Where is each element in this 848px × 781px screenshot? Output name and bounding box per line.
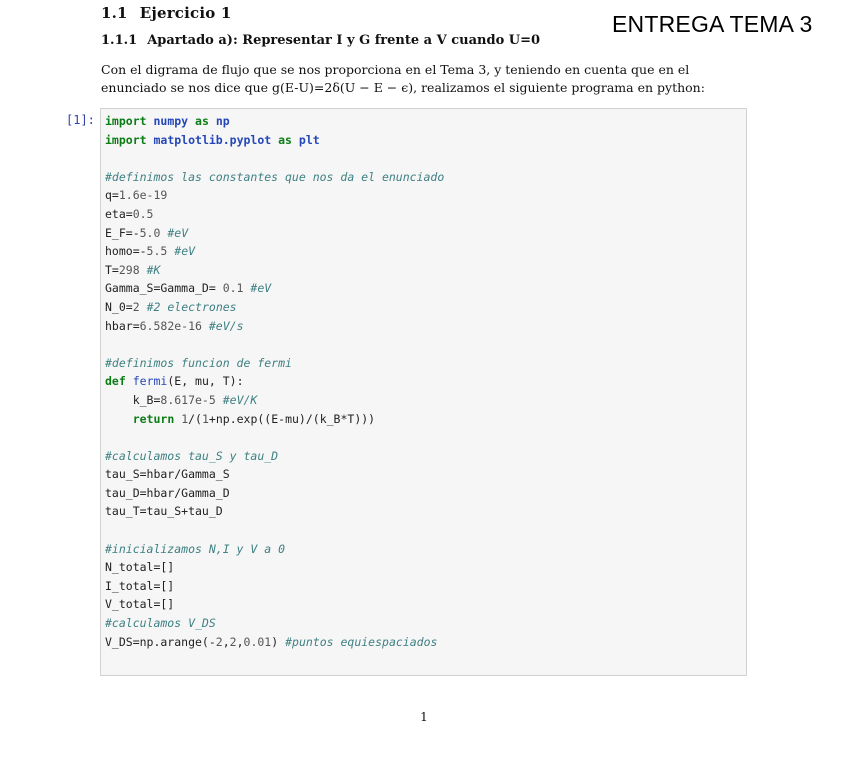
section-heading	[101, 4, 232, 22]
code-token: matplotlib.pyplot	[153, 132, 272, 147]
code-token: #puntos equiespaciados	[285, 634, 438, 649]
code-line	[105, 372, 444, 391]
section-title: Ejercicio 1	[139, 4, 232, 22]
code-token: #calculamos V_DS	[105, 616, 216, 631]
code-token: 5.5	[146, 244, 168, 259]
code-token: return	[132, 411, 175, 426]
code-token: fermi	[132, 374, 168, 389]
intro-paragraph	[101, 61, 749, 97]
page-number: 1	[420, 710, 428, 724]
code-line	[105, 558, 444, 577]
code-line	[105, 595, 444, 614]
code-token	[140, 300, 147, 314]
code-line	[105, 540, 444, 559]
code-token: #2 electrones	[146, 299, 237, 314]
code-token: +np.exp((E-mu)/(k_B*T)))	[208, 411, 376, 426]
section-number: 1.1	[101, 4, 128, 22]
code-line	[105, 465, 444, 484]
code-line	[105, 224, 444, 243]
code-token: 2	[215, 634, 223, 649]
code-line	[105, 298, 444, 317]
code-line	[105, 149, 444, 168]
code-token: E_F=-	[105, 225, 140, 240]
code-token: )	[271, 634, 286, 649]
subsection-number: 1.1.1	[101, 33, 138, 48]
code-token: hbar=	[105, 318, 140, 333]
code-token	[292, 133, 299, 147]
code-line	[105, 186, 444, 205]
code-token: I_total=[]	[105, 578, 175, 593]
code-token: ,	[236, 634, 244, 649]
paragraph-line: enunciado se nos dice que g(E-U)=2δ(U − E − ϵ), realizamos el siguiente programa en python:	[101, 80, 705, 95]
code-token	[126, 374, 133, 388]
code-token: 1.6e-19	[118, 188, 168, 203]
code-line	[105, 131, 444, 150]
code-token: #definimos funcion de fermi	[105, 355, 292, 370]
code-line	[105, 614, 444, 633]
code-token: #eV/s	[208, 318, 244, 333]
code-token: V_DS=np.arange(-	[105, 634, 216, 649]
code-token: def	[105, 374, 126, 389]
subsection-title: Apartado a): Representar I y G frente a V cuando U=0	[147, 33, 541, 48]
code-token: tau_D=hbar/Gamma_D	[105, 485, 230, 500]
code-token: k_B=	[105, 392, 161, 407]
code-token: Gamma_S=Gamma_D=	[105, 281, 223, 296]
code-block	[105, 112, 444, 651]
stamp-title: ENTREGA TEMA 3	[612, 11, 813, 37]
code-token: #K	[146, 262, 161, 277]
code-line	[105, 447, 444, 466]
code-token: /(	[188, 411, 202, 426]
code-line	[105, 502, 444, 521]
code-line	[105, 428, 444, 447]
code-token: import	[105, 132, 147, 147]
code-token	[202, 319, 209, 333]
code-token: #definimos las constantes que nos da el enunciado	[105, 169, 445, 184]
code-line	[105, 112, 444, 131]
code-token	[216, 393, 223, 407]
code-line	[105, 484, 444, 503]
code-line	[105, 410, 444, 429]
code-token: 2	[229, 634, 237, 649]
code-token: as	[195, 114, 209, 128]
code-line	[105, 279, 444, 298]
code-token: import	[105, 114, 147, 128]
code-token: 298	[118, 262, 140, 277]
code-line	[105, 391, 444, 410]
code-token: N_0=	[105, 299, 133, 314]
code-token: 0.5	[132, 206, 154, 221]
code-token: #inicializamos N,I y V a 0	[105, 541, 286, 556]
cell-prompt: [1]:	[66, 113, 95, 127]
code-token: numpy	[153, 114, 189, 128]
code-line	[105, 168, 444, 187]
code-token: as	[278, 132, 292, 147]
code-line	[105, 521, 444, 540]
code-token: plt	[298, 132, 320, 147]
code-token: (E, mu, T):	[167, 374, 244, 389]
code-line	[105, 317, 444, 336]
code-line	[105, 577, 444, 596]
code-token	[105, 412, 133, 426]
code-token: #eV/K	[222, 392, 258, 407]
code-line	[105, 205, 444, 224]
code-token: 8.617e-5	[160, 392, 216, 407]
code-token: V_total=[]	[105, 597, 175, 612]
paragraph-line: Con el digrama de flujo que se nos proporciona en el Tema 3, y teniendo en cuenta que en el	[101, 62, 690, 77]
code-token: tau_T=tau_S+tau_D	[105, 504, 223, 519]
code-line	[105, 261, 444, 280]
code-token: 1	[181, 411, 189, 426]
code-line	[105, 633, 444, 652]
code-token: homo=-	[105, 244, 147, 259]
code-token: 2	[132, 299, 140, 314]
code-line	[105, 335, 444, 354]
code-token: #eV	[250, 281, 272, 296]
code-token: #calculamos tau_S y tau_D	[105, 448, 279, 463]
code-token: #eV	[174, 244, 196, 259]
code-token	[188, 114, 195, 128]
code-token: np	[215, 114, 230, 128]
code-token: 0.01	[243, 634, 272, 649]
code-token: 5.0	[139, 225, 161, 240]
subsection-heading	[101, 33, 540, 48]
code-token: N_total=[]	[105, 560, 175, 575]
code-token: q=	[105, 188, 119, 203]
code-token: 0.1	[222, 281, 244, 296]
code-token: ,	[222, 634, 230, 649]
code-token: T=	[105, 262, 119, 277]
code-line	[105, 242, 444, 261]
code-token	[140, 263, 147, 277]
code-line	[105, 354, 444, 373]
code-token	[209, 114, 216, 128]
code-token: #eV	[167, 225, 189, 240]
code-token: 1	[201, 411, 209, 426]
code-token: 6.582e-16	[139, 318, 202, 333]
code-token: tau_S=hbar/Gamma_S	[105, 467, 230, 482]
code-token: eta=	[105, 206, 133, 221]
